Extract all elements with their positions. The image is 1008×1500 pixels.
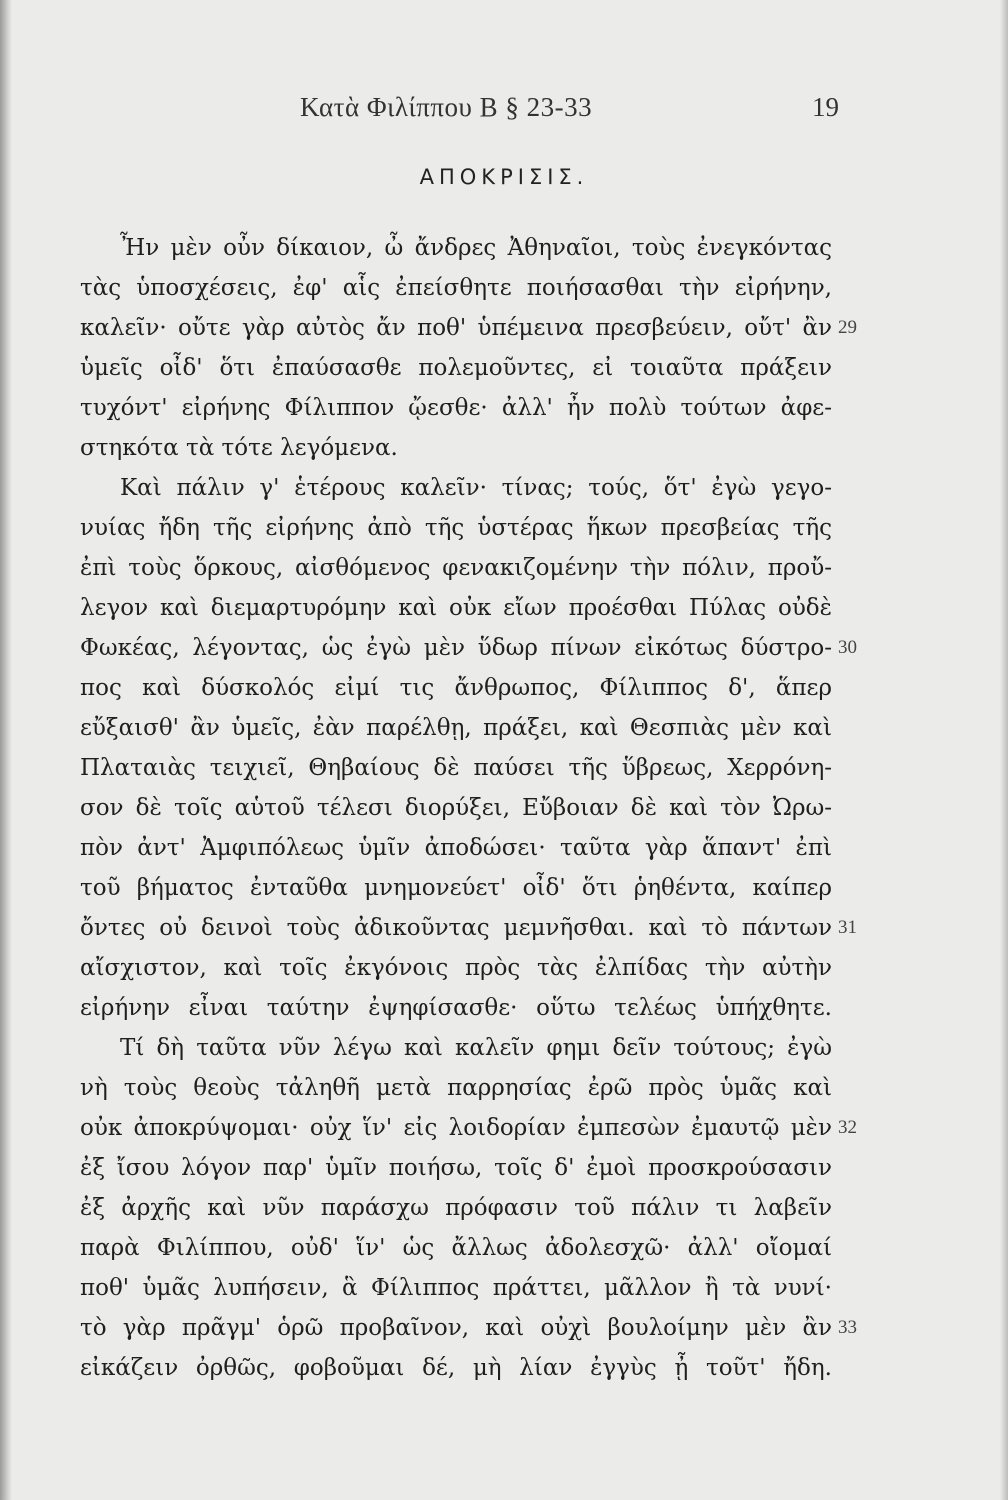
text-line: εἰκάζειν ὀρθῶς, φοβοῦμαι δέ, μὴ λίαν ἐγγὺς ᾖ τοῦτ' ἤδη.: [80, 1355, 832, 1381]
text-line: ὄντες οὐ δεινοὶ τοὺς ἀδικοῦντας μεμνῆσθαι. καὶ τὸ πάντων: [80, 915, 832, 941]
text-line: Τί δὴ ταῦτα νῦν λέγω καὶ καλεῖν φημι δεῖν τούτους; ἐγὼ: [120, 1035, 832, 1061]
text-line: οὐκ ἀποκρύψομαι· οὐχ ἵν' εἰς λοιδορίαν ἐμπεσὼν ἐμαυτῷ μὲν: [80, 1115, 832, 1141]
page-number: 19: [812, 92, 839, 122]
text-line: τυχόντ' εἰρήνης Φίλιππον ᾤεσθε· ἀλλ' ἦν πολὺ τούτων ἀφε-: [80, 395, 832, 421]
text-line: αἴσχιστον, καὶ τοῖς ἐκγόνοις πρὸς τὰς ἐλπίδας τὴν αὐτὴν: [80, 955, 832, 981]
text-line: εὔξαισθ' ἂν ὑμεῖς, ἐὰν παρέλθῃ, πράξει, καὶ Θεσπιὰς μὲν καὶ: [80, 715, 832, 741]
section-number-32: 32: [838, 1117, 857, 1138]
text-line: νὴ τοὺς θεοὺς τἀληθῆ μετὰ παρρησίας ἐρῶ πρὸς ὑμᾶς καὶ: [80, 1075, 832, 1101]
section-number-29: 29: [838, 317, 857, 338]
section-number-31: 31: [838, 917, 857, 938]
text-line: ἐξ ἴσου λόγον παρ' ὑμῖν ποιήσω, τοῖς δ' ἐμοὶ προσκρούσασιν: [80, 1155, 832, 1181]
text-line: καλεῖν· οὔτε γὰρ αὐτὸς ἄν ποθ' ὑπέμεινα πρεσβεύειν, οὔτ' ἂν: [80, 315, 832, 341]
text-line: τοῦ βήματος ἐνταῦθα μνημονεύετ' οἶδ' ὅτι ῥηθέντα, καίπερ: [80, 875, 832, 901]
text-line: Ἦν μὲν οὖν δίκαιον, ὦ ἄνδρες Ἀθηναῖοι, τοὺς ἐνεγκόντας: [120, 235, 832, 261]
text-line: πὸν ἀντ' Ἀμφιπόλεως ὑμῖν ἀποδώσει· ταῦτα γὰρ ἅπαντ' ἐπὶ: [80, 835, 832, 861]
text-line: Φωκέας, λέγοντας, ὡς ἐγὼ μὲν ὕδωρ πίνων εἰκότως δύστρο-: [80, 635, 832, 661]
section-number-33: 33: [838, 1317, 857, 1338]
running-title: Κατὰ Φιλίππου Β § 23-33: [300, 92, 593, 122]
text-line: πος καὶ δύσκολός εἰμί τις ἄνθρωπος, Φίλιππος δ', ἅπερ: [80, 675, 832, 701]
text-line: ἐπὶ τοὺς ὅρκους, αἰσθόμενος φενακιζομένην τὴν πόλιν, προὔ-: [80, 555, 832, 581]
section-number-30: 30: [838, 637, 857, 658]
text-line: παρὰ Φιλίππου, οὐδ' ἵν' ὡς ἄλλως ἀδολεσχῶ· ἀλλ' οἴομαί: [80, 1235, 832, 1261]
text-line: νυίας ἤδη τῆς εἰρήνης ἀπὸ τῆς ὑστέρας ἥκων πρεσβείας τῆς: [80, 515, 832, 541]
text-line: Καὶ πάλιν γ' ἑτέρους καλεῖν· τίνας; τούς, ὅτ' ἐγὼ γεγο-: [120, 475, 832, 501]
text-line: ὑμεῖς οἶδ' ὅτι ἐπαύσασθε πολεμοῦντες, εἰ τοιαῦτα πράξειν: [80, 355, 832, 381]
section-heading: ΑΠΟΚΡΙΣΙΣ.: [419, 165, 589, 189]
text-line: σον δὲ τοῖς αὑτοῦ τέλεσι διορύξει, Εὔβοιαν δὲ καὶ τὸν Ὠρω-: [80, 795, 832, 821]
text-line: ἐξ ἀρχῆς καὶ νῦν παράσχω πρόφασιν τοῦ πάλιν τι λαβεῖν: [80, 1195, 832, 1221]
page-edge: [1000, 0, 1008, 1500]
text-line: τὰς ὑποσχέσεις, ἐφ' αἷς ἐπείσθητε ποιήσασθαι τὴν εἰρήνην,: [80, 275, 832, 301]
page-gutter-shadow: [0, 0, 12, 1500]
text-line: τὸ γὰρ πρᾶγμ' ὁρῶ προβαῖνον, καὶ οὐχὶ βουλοίμην μὲν ἂν: [80, 1315, 832, 1341]
text-line: στηκότα τὰ τότε λεγόμενα.: [80, 435, 398, 461]
text-line: Πλαταιὰς τειχιεῖ, Θηβαίους δὲ παύσει τῆς ὕβρεως, Χερρόνη-: [80, 755, 832, 781]
text-line: λεγον καὶ διεμαρτυρόμην καὶ οὐκ εἴων προέσθαι Πύλας οὐδὲ: [80, 595, 832, 621]
text-line: ποθ' ὑμᾶς λυπήσειν, ἃ Φίλιππος πράττει, μᾶλλον ἢ τὰ νυνί·: [80, 1275, 832, 1301]
text-line: εἰρήνην εἶναι ταύτην ἐψηφίσασθε· οὕτω τελέως ὑπήχθητε.: [80, 995, 832, 1021]
